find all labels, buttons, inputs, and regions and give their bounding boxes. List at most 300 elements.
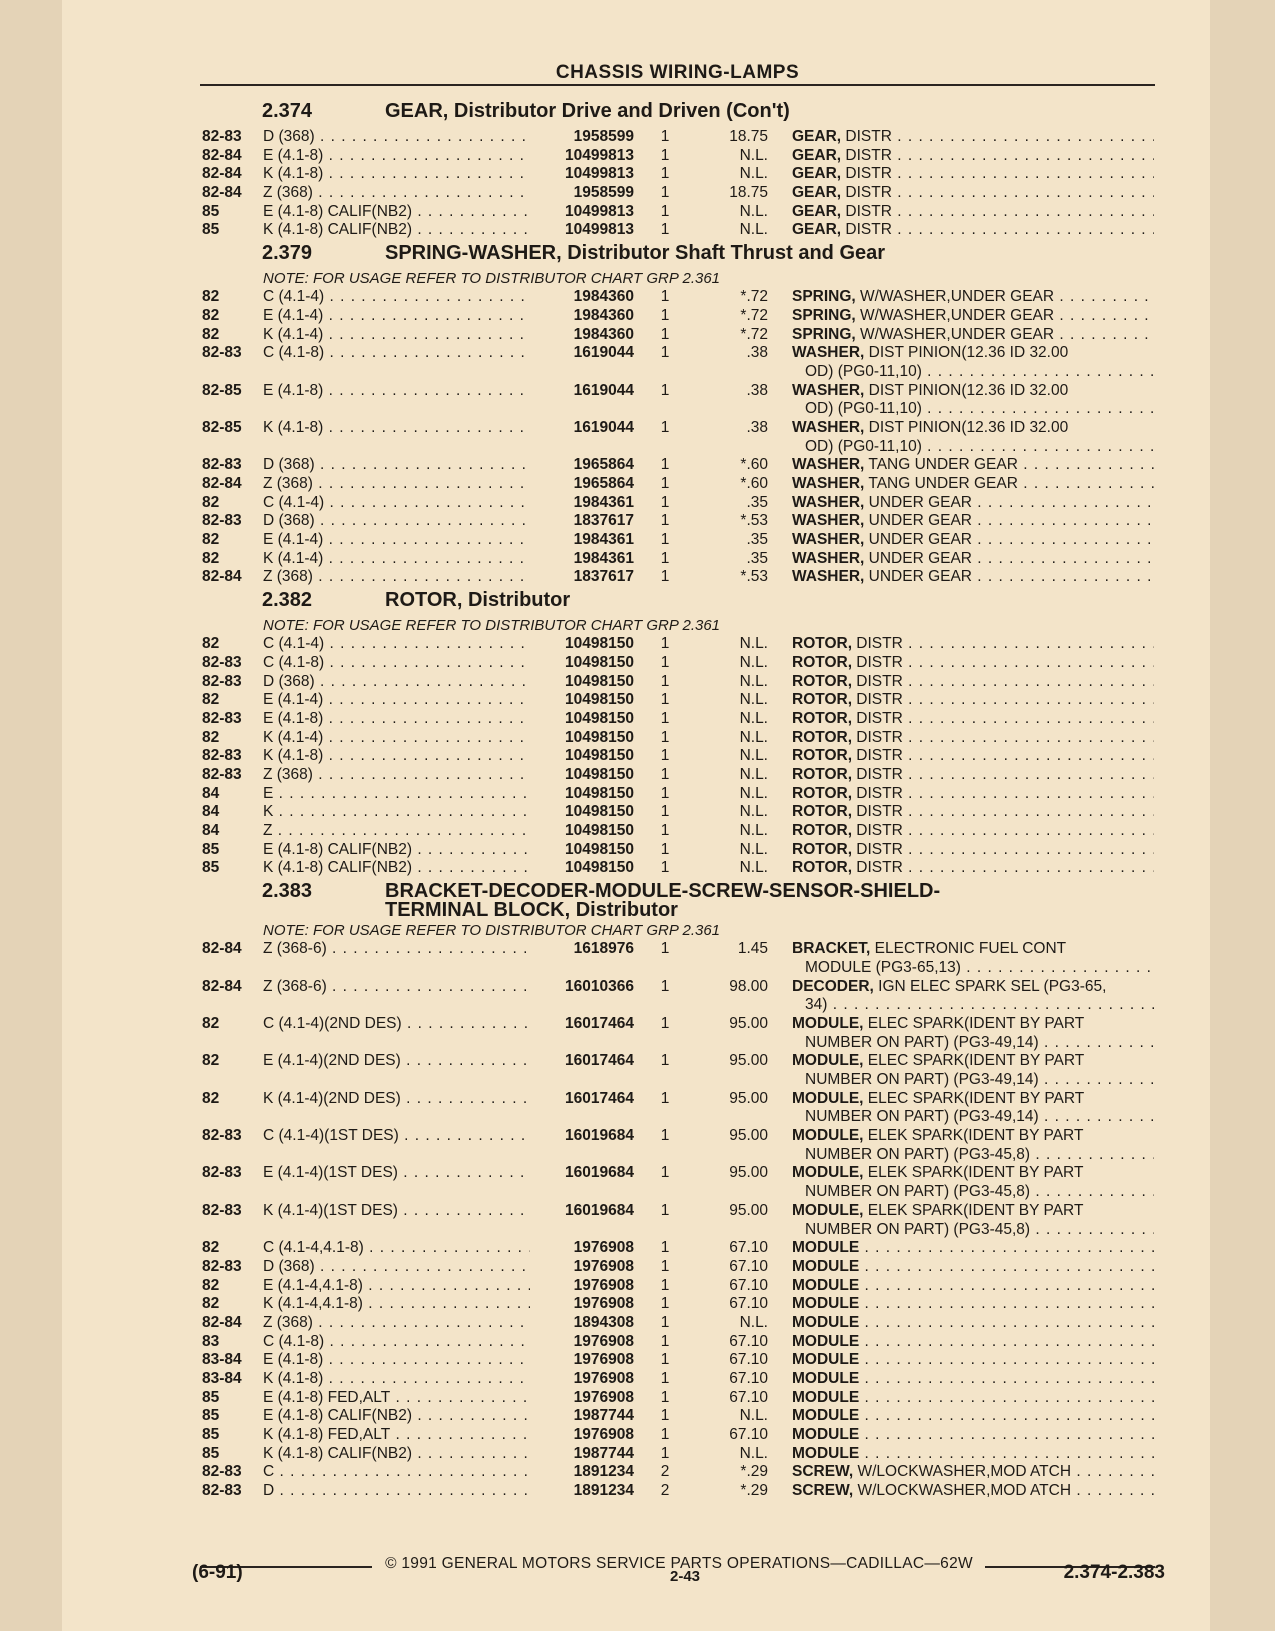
usage-code: Z (368-6) . . . [263, 940, 553, 959]
description-line [792, 841, 1154, 860]
description-keyword: ROTOR, [792, 765, 852, 783]
description-keyword: MODULE, [792, 1201, 864, 1219]
usage-code: E (4.1-8) CALIF(NB2) . . . [263, 841, 553, 860]
usage-code: E (4.1-4) . . . [263, 691, 553, 710]
description-keyword: SPRING, [792, 325, 856, 343]
description-text: DISTR [841, 221, 892, 239]
price: N.L. [739, 202, 768, 220]
usage-code: Z (368) . . . [263, 1314, 553, 1333]
table-row [200, 1295, 1160, 1314]
quantity: 1 [660, 1276, 670, 1294]
description-line [792, 326, 1154, 345]
quantity: 1 [660, 568, 670, 586]
description-keyword: ROTOR, [792, 691, 852, 709]
part-number: 1619044 [530, 419, 634, 438]
description-keyword: MODULE [792, 1257, 860, 1275]
model-years: 82 [202, 635, 220, 653]
part-description [792, 184, 1154, 203]
model-years: 82 [202, 728, 220, 746]
table-row [200, 307, 1160, 326]
description-keyword: SPRING, [792, 306, 856, 324]
part-description [792, 1389, 1154, 1408]
description-text: W/WASHER,UNDER GEAR [855, 325, 1055, 343]
description-keyword: ROTOR, [792, 728, 852, 746]
description-text: UNDER GEAR [864, 512, 972, 530]
description-line [792, 1127, 1154, 1146]
description-line [792, 859, 1154, 878]
part-description [792, 419, 1154, 456]
section-title: ROTOR, Distributor [385, 589, 571, 612]
part-description [792, 1015, 1154, 1052]
price: N.L. [739, 165, 768, 183]
description-line [792, 822, 1154, 841]
part-description [792, 1127, 1154, 1164]
usage-code: E (4.1-4) . . . [263, 307, 553, 326]
table-row [200, 531, 1160, 550]
part-number: 1976908 [530, 1333, 634, 1352]
price: .35 [746, 493, 768, 511]
table-row [200, 1463, 1160, 1482]
quantity: 1 [660, 306, 670, 324]
price: N.L. [739, 1444, 768, 1462]
description-keyword: DECODER, [792, 977, 874, 995]
description-keyword: MODULE, [792, 1014, 864, 1032]
model-years: 82-83 [202, 512, 242, 530]
part-description [792, 859, 1154, 878]
price: N.L. [739, 672, 768, 690]
part-number: 1976908 [530, 1370, 634, 1389]
description-line [792, 512, 1154, 531]
description-line [792, 1407, 1154, 1426]
quantity: 1 [660, 456, 670, 474]
price: *.29 [740, 1463, 768, 1481]
part-number: 10498150 [530, 822, 634, 841]
table-row [200, 710, 1160, 729]
part-description [792, 288, 1154, 307]
price: 67.10 [729, 1332, 768, 1350]
description-text: DISTR [841, 146, 892, 164]
description-line [792, 1258, 1154, 1277]
description-line [792, 1314, 1154, 1333]
usage-code: K (4.1-8) . . . [263, 165, 553, 184]
part-number: 16017464 [530, 1052, 634, 1071]
description-keyword: WASHER, [792, 493, 865, 511]
part-description [792, 475, 1154, 494]
part-description [792, 1239, 1154, 1258]
description-line [792, 691, 1154, 710]
description-line [792, 419, 1154, 438]
usage-code: C (4.1-4)(1ST DES) . . . [263, 1127, 553, 1146]
price: 67.10 [729, 1276, 768, 1294]
part-description [792, 1370, 1154, 1389]
description-text: DISTR [841, 165, 892, 183]
description-line [792, 288, 1154, 307]
description-keyword: MODULE [792, 1426, 860, 1444]
part-number: 16019684 [530, 1127, 634, 1146]
description-continued: NUMBER ON PART) (PG3-45,8) . . . [792, 1221, 1154, 1240]
description-line [792, 568, 1154, 587]
usage-code: D (368) . . . [263, 456, 553, 475]
quantity: 1 [660, 840, 670, 858]
price: 95.00 [729, 1164, 768, 1182]
quantity: 1 [660, 165, 670, 183]
quantity: 1 [660, 344, 670, 362]
model-years: 83-84 [202, 1370, 242, 1388]
table-row [200, 1333, 1160, 1352]
description-text: DISTR [841, 202, 892, 220]
table-row [200, 1090, 1160, 1127]
description-keyword: GEAR, [792, 184, 842, 202]
usage-code: E (4.1-8) . . . [263, 710, 553, 729]
description-line [792, 654, 1154, 673]
part-number: 1958599 [530, 128, 634, 147]
description-keyword: ROTOR, [792, 822, 852, 840]
description-line [792, 803, 1154, 822]
quantity: 1 [660, 1164, 670, 1182]
usage-code: E (4.1-4,4.1-8) . . . [263, 1277, 553, 1296]
section-title: GEAR, Distributor Drive and Driven (Con't) [385, 100, 790, 122]
part-number: 10498150 [530, 841, 634, 860]
part-number: 16017464 [530, 1015, 634, 1034]
usage-code: E (4.1-4) . . . [263, 531, 553, 550]
section-title-continued: TERMINAL BLOCK, Distributor [385, 899, 678, 922]
description-keyword: WASHER, [792, 381, 865, 399]
description-text: TANG UNDER GEAR [864, 456, 1018, 474]
part-description [792, 165, 1154, 184]
table-row [200, 1407, 1160, 1426]
table-row [200, 1445, 1160, 1464]
model-years: 85 [202, 1444, 220, 1462]
table-row [200, 841, 1160, 860]
table-row [200, 940, 1160, 977]
description-line [792, 456, 1154, 475]
quantity: 1 [660, 803, 670, 821]
table-row [200, 221, 1160, 240]
price: N.L. [739, 747, 768, 765]
part-number: 1984360 [530, 326, 634, 345]
usage-code: C (4.1-4) . . . [263, 635, 553, 654]
quantity: 1 [660, 691, 670, 709]
usage-code: K (4.1-8) CALIF(NB2) . . . [263, 859, 553, 878]
usage-code: K (4.1-4)(1ST DES) . . . [263, 1202, 553, 1221]
table-row [200, 419, 1160, 456]
part-description [792, 1482, 1154, 1501]
description-line [792, 494, 1154, 513]
model-years: 82 [202, 325, 220, 343]
usage-code: K (4.1-8) CALIF(NB2) . . . [263, 1445, 553, 1464]
description-keyword: MODULE [792, 1444, 860, 1462]
description-continued: OD) (PG0-11,10) . . . [792, 438, 1154, 457]
usage-code: E (4.1-8) . . . [263, 1351, 553, 1370]
price: N.L. [739, 784, 768, 802]
table-row [200, 344, 1160, 381]
description-keyword: MODULE [792, 1407, 860, 1425]
model-years: 82 [202, 1276, 220, 1294]
usage-code: E (4.1-4)(1ST DES) . . . [263, 1164, 553, 1183]
quantity: 1 [660, 1014, 670, 1032]
part-description [792, 382, 1154, 419]
description-continued: MODULE (PG3-65,13) . . . [792, 959, 1154, 978]
description-text: DIST PINION(12.36 ID 32.00 [864, 381, 1069, 399]
usage-code: K (4.1-8) FED,ALT . . . [263, 1426, 553, 1445]
description-line [792, 184, 1154, 203]
description-continued: 34) . . . [792, 996, 1154, 1015]
part-description [792, 747, 1154, 766]
usage-code: Z (368) . . . [263, 766, 553, 785]
usage-code: D . . . [263, 1482, 553, 1501]
parts-listing [200, 98, 1160, 1501]
description-keyword: WASHER, [792, 531, 865, 549]
price: 67.10 [729, 1370, 768, 1388]
model-years: 82 [202, 306, 220, 324]
part-number: 10498150 [530, 766, 634, 785]
part-description [792, 766, 1154, 785]
description-text: DISTR [852, 709, 903, 727]
description-line [792, 635, 1154, 654]
part-number: 1976908 [530, 1426, 634, 1445]
part-description [792, 512, 1154, 531]
quantity: 1 [660, 1295, 670, 1313]
table-row [200, 729, 1160, 748]
quantity: 1 [660, 940, 670, 958]
usage-code: K (4.1-4) . . . [263, 550, 553, 569]
usage-note: NOTE: FOR USAGE REFER TO DISTRIBUTOR CHART GRP 2.361 [263, 617, 721, 635]
description-keyword: MODULE [792, 1239, 860, 1257]
part-description [792, 1052, 1154, 1089]
table-row [200, 785, 1160, 804]
table-row [200, 822, 1160, 841]
price: 95.00 [729, 1014, 768, 1032]
quantity: 1 [660, 418, 670, 436]
description-continued: OD) (PG0-11,10) . . . [792, 400, 1154, 419]
usage-code: Z (368) . . . [263, 568, 553, 587]
table-row [200, 1389, 1160, 1408]
quantity: 1 [660, 977, 670, 995]
part-number: 1984361 [530, 550, 634, 569]
part-number: 1984361 [530, 494, 634, 513]
price: .35 [746, 531, 768, 549]
table-row [200, 475, 1160, 494]
description-keyword: MODULE, [792, 1052, 864, 1070]
table-row [200, 456, 1160, 475]
description-line [792, 1052, 1154, 1071]
description-text: DIST PINION(12.36 ID 32.00 [864, 418, 1069, 436]
table-row [200, 326, 1160, 345]
model-years: 82-84 [202, 977, 242, 995]
price: N.L. [739, 146, 768, 164]
part-description [792, 785, 1154, 804]
price: .35 [746, 549, 768, 567]
description-keyword: WASHER, [792, 418, 865, 436]
model-years: 82 [202, 1239, 220, 1257]
description-continued: NUMBER ON PART) (PG3-49,14) . . . [792, 1034, 1154, 1053]
part-description [792, 691, 1154, 710]
usage-code: C . . . [263, 1463, 553, 1482]
part-description [792, 710, 1154, 729]
table-row [200, 203, 1160, 222]
table-row [200, 978, 1160, 1015]
part-number: 1976908 [530, 1258, 634, 1277]
usage-code: D (368) . . . [263, 512, 553, 531]
page-header: CHASSIS WIRING-LAMPS [555, 62, 800, 83]
quantity: 1 [660, 672, 670, 690]
price: *.53 [740, 568, 768, 586]
price: N.L. [739, 1313, 768, 1331]
part-description [792, 1314, 1154, 1333]
description-text: UNDER GEAR [864, 568, 972, 586]
model-years: 85 [202, 1388, 220, 1406]
price: N.L. [739, 709, 768, 727]
usage-code: C (4.1-8) . . . [263, 1333, 553, 1352]
part-description [792, 1445, 1154, 1464]
model-years: 85 [202, 859, 220, 877]
description-text: DISTR [841, 128, 892, 145]
section-number: 2.383 [262, 880, 313, 903]
part-description [792, 128, 1154, 147]
table-row [200, 1202, 1160, 1239]
quantity: 1 [660, 325, 670, 343]
quantity: 1 [660, 1313, 670, 1331]
price: .38 [746, 344, 768, 362]
description-keyword: MODULE [792, 1313, 860, 1331]
description-keyword: WASHER, [792, 475, 865, 493]
usage-code: C (4.1-8) . . . [263, 344, 553, 363]
part-number: 10498150 [530, 785, 634, 804]
model-years: 82-83 [202, 653, 242, 671]
description-keyword: BRACKET, [792, 940, 871, 958]
quantity: 1 [660, 1052, 670, 1070]
model-years: 85 [202, 202, 220, 220]
table-row [200, 1351, 1160, 1370]
section-heading [200, 98, 1160, 128]
price: 18.75 [729, 128, 768, 145]
price: N.L. [739, 221, 768, 239]
part-description [792, 550, 1154, 569]
model-years: 82 [202, 1052, 220, 1070]
usage-code: K (4.1-4) . . . [263, 326, 553, 345]
table-row [200, 1164, 1160, 1201]
part-number: 10498150 [530, 729, 634, 748]
part-description [792, 1295, 1154, 1314]
quantity: 1 [660, 728, 670, 746]
description-line [792, 1164, 1154, 1183]
section-heading [200, 878, 1160, 922]
model-years: 85 [202, 1426, 220, 1444]
quantity: 1 [660, 1127, 670, 1145]
description-keyword: ROTOR, [792, 709, 852, 727]
section-number: 2.379 [262, 242, 313, 265]
description-text: ELEC SPARK(IDENT BY PART [863, 1014, 1085, 1032]
table-row [200, 766, 1160, 785]
price: N.L. [739, 822, 768, 840]
description-keyword: ROTOR, [792, 672, 852, 690]
model-years: 82-83 [202, 456, 242, 474]
description-text: DIST PINION(12.36 ID 32.00 [864, 344, 1069, 362]
quantity: 1 [660, 512, 670, 530]
usage-code: K (4.1-8) . . . [263, 419, 553, 438]
part-description [792, 147, 1154, 166]
price: 67.10 [729, 1426, 768, 1444]
table-row [200, 859, 1160, 878]
quantity: 1 [660, 202, 670, 220]
part-description [792, 1351, 1154, 1370]
description-keyword: WASHER, [792, 549, 865, 567]
price: 67.10 [729, 1239, 768, 1257]
quantity: 1 [660, 128, 670, 145]
price: 67.10 [729, 1295, 768, 1313]
quantity: 1 [660, 288, 670, 306]
usage-code: E (4.1-8) FED,ALT . . . [263, 1389, 553, 1408]
quantity: 1 [660, 1089, 670, 1107]
price: 67.10 [729, 1257, 768, 1275]
description-keyword: ROTOR, [792, 747, 852, 765]
table-row [200, 512, 1160, 531]
usage-code: C (4.1-4)(2ND DES) . . . [263, 1015, 553, 1034]
quantity: 1 [660, 1444, 670, 1462]
description-line [792, 1445, 1154, 1464]
part-number: 10499813 [530, 147, 634, 166]
part-number: 1984360 [530, 288, 634, 307]
part-description [792, 1164, 1154, 1201]
price: N.L. [739, 859, 768, 877]
model-years: 82 [202, 288, 220, 306]
part-description [792, 822, 1154, 841]
part-description [792, 635, 1154, 654]
part-number: 1619044 [530, 382, 634, 401]
model-years: 85 [202, 840, 220, 858]
part-number: 10498150 [530, 803, 634, 822]
quantity: 1 [660, 1388, 670, 1406]
part-description [792, 841, 1154, 860]
footer-copyright: © 1991 GENERAL MOTORS SERVICE PARTS OPERATIONS—CADILLAC—62W [385, 1555, 973, 1572]
part-number: 1984361 [530, 531, 634, 550]
description-keyword: MODULE [792, 1276, 860, 1294]
quantity: 1 [660, 822, 670, 840]
description-continued: NUMBER ON PART) (PG3-49,14) . . . [792, 1071, 1154, 1090]
description-line [792, 1389, 1154, 1408]
price: .38 [746, 418, 768, 436]
footer-page-number: 2-43 [669, 1568, 701, 1585]
description-text: DISTR [852, 728, 903, 746]
table-row [200, 635, 1160, 654]
description-text: DISTR [852, 765, 903, 783]
description-keyword: MODULE [792, 1351, 860, 1369]
description-keyword: WASHER, [792, 456, 865, 474]
description-keyword: ROTOR, [792, 859, 852, 877]
part-description [792, 654, 1154, 673]
description-keyword: SCREW, [792, 1463, 854, 1481]
table-row [200, 803, 1160, 822]
section-heading [200, 240, 1160, 270]
part-number: 1894308 [530, 1314, 634, 1333]
description-continued: NUMBER ON PART) (PG3-45,8) . . . [792, 1183, 1154, 1202]
part-description [792, 221, 1154, 240]
price: *.72 [740, 288, 768, 306]
table-row [200, 1370, 1160, 1389]
description-line [792, 475, 1154, 494]
model-years: 82-83 [202, 1127, 242, 1145]
quantity: 1 [660, 1407, 670, 1425]
description-text: UNDER GEAR [864, 549, 972, 567]
description-keyword: ROTOR, [792, 635, 852, 653]
description-line [792, 1333, 1154, 1352]
part-number: 1891234 [530, 1463, 634, 1482]
usage-code: K . . . [263, 803, 553, 822]
quantity: 1 [660, 709, 670, 727]
model-years: 85 [202, 1407, 220, 1425]
price: *.53 [740, 512, 768, 530]
quantity: 1 [660, 635, 670, 653]
